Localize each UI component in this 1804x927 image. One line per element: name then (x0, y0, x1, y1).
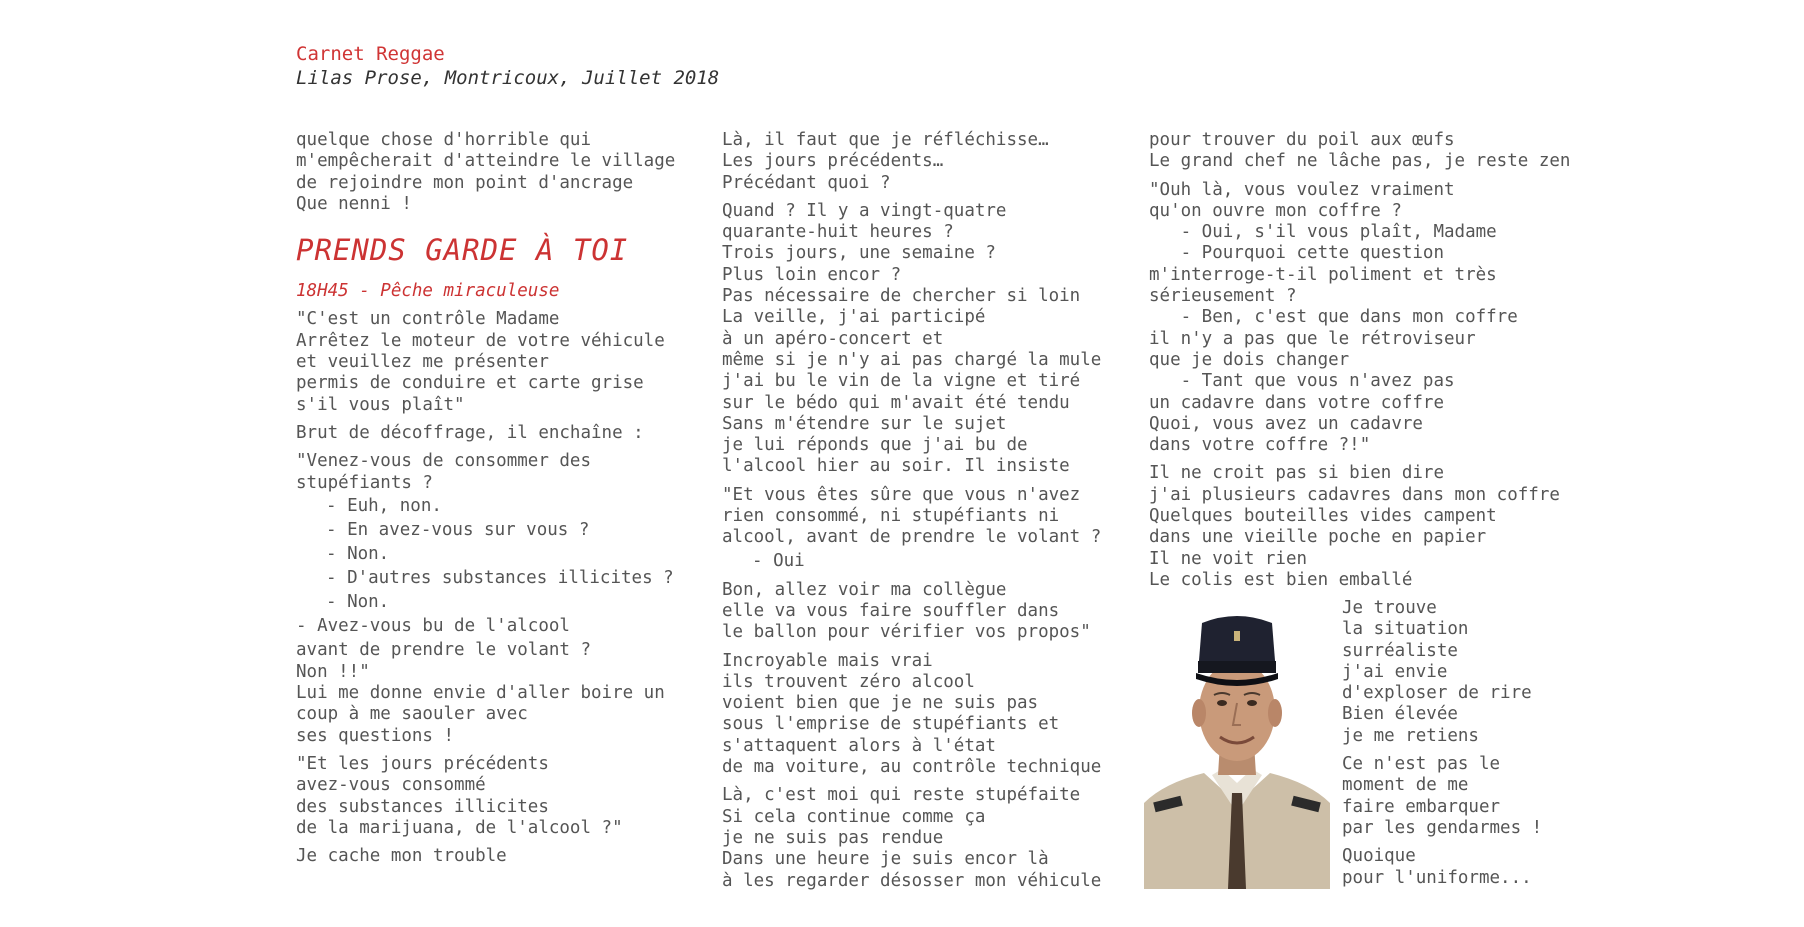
text-line: m'interroge-t-il poliment et très (1149, 264, 1497, 285)
text-line: - Pourquoi cette question (1149, 243, 1445, 264)
book-title: Carnet Reggae (296, 43, 445, 65)
dialogue-list (722, 549, 1142, 573)
text-line: rien consommé, ni stupéfiants ni (722, 506, 1060, 527)
text-line: Ce n'est pas le (1342, 754, 1501, 775)
text-line: je me retiens (1342, 725, 1479, 746)
text-line: même si je n'y ai pas chargé la mule (722, 349, 1102, 370)
text-line: surréaliste (1342, 640, 1458, 661)
text-line: - Oui (752, 550, 805, 571)
stanza (296, 423, 716, 444)
text-line: dans une vieille poche en papier (1149, 527, 1487, 548)
text-line: des substances illicites (296, 796, 549, 817)
stanza (296, 130, 716, 215)
text-line: m'empêcherait d'atteindre le village (296, 151, 676, 172)
stanza (722, 485, 1142, 549)
stanza (722, 201, 1142, 478)
text-line: Les jours précédents… (722, 151, 944, 172)
text-line: Là, il faut que je réfléchisse… (722, 130, 1049, 150)
text-line: et veuillez me présenter (296, 352, 549, 373)
text-line: que je dois changer (1149, 349, 1350, 370)
text-line: Non !!" (296, 661, 370, 682)
text-line: j'ai bu le vin de la vigne et tiré (722, 371, 1081, 392)
text-line: - Ben, c'est que dans mon coffre (1149, 307, 1518, 328)
text-line: stupéfiants ? (296, 472, 433, 493)
stanza (296, 614, 716, 662)
text-line: l'alcool hier au soir. Il insiste (722, 456, 1070, 477)
text-line: Bien élevée (1342, 704, 1458, 725)
text-line: - Avez-vous bu de l'alcool (296, 615, 570, 636)
text-line: Bon, allez voir ma collègue (722, 579, 1007, 600)
stanza (296, 754, 716, 839)
text-line: pour trouver du poil aux œufs (1149, 130, 1455, 150)
text-line: Que nenni ! (296, 193, 412, 214)
stanza (296, 451, 716, 494)
text-line: sérieusement ? (1149, 286, 1297, 307)
page-header (296, 42, 719, 90)
gendarme-photo (1144, 603, 1330, 889)
book-subtitle: Lilas Prose, Montricoux, Juillet 2018 (296, 67, 720, 89)
stanza (1342, 598, 1542, 747)
text-line: elle va vous faire souffler dans (722, 600, 1060, 621)
text-line: Pas nécessaire de chercher si loin (722, 286, 1081, 307)
text-line: le ballon pour vérifier vos propos" (722, 622, 1091, 643)
text-line: de la marijuana, de l'alcool ?" (296, 817, 623, 838)
stanza (1149, 180, 1569, 457)
text-line: Précédant quoi ? (722, 172, 891, 193)
text-line: La veille, j'ai participé (722, 307, 986, 328)
text-line: pour l'uniforme... (1342, 867, 1532, 888)
text-line: avez-vous consommé (296, 775, 486, 796)
stanza (1149, 463, 1569, 591)
text-line: un cadavre dans votre coffre (1149, 392, 1445, 413)
stanza (722, 651, 1142, 779)
text-line: Quoique (1342, 846, 1416, 867)
dialogue-list (296, 494, 716, 614)
text-line: d'exploser de rire (1342, 683, 1532, 704)
text-line: Si cela continue comme ça (722, 806, 986, 827)
text-line: de rejoindre mon point d'ancrage (296, 172, 634, 193)
stanza (1342, 846, 1542, 889)
text-line: "Venez-vous de consommer des (296, 451, 592, 472)
text-line: moment de me (1342, 775, 1469, 796)
text-line: "Et les jours précédents (296, 754, 549, 775)
text-line: "C'est un contrôle Madame (296, 309, 560, 330)
text-line: avant de prendre le volant ? (296, 639, 592, 660)
text-line: j'ai plusieurs cadavres dans mon coffre (1149, 484, 1560, 505)
text-line: ses questions ! (296, 725, 455, 746)
text-line: sur le bédo qui m'avait été tendu (722, 392, 1070, 413)
text-line: quelque chose d'horrible qui (296, 130, 592, 150)
text-line: par les gendarmes ! (1342, 817, 1543, 838)
stanza (722, 785, 1142, 891)
text-line: s'il vous plaît" (296, 394, 465, 415)
text-line: permis de conduire et carte grise (296, 373, 644, 394)
text-line: Il ne voit rien (1149, 548, 1308, 569)
stanza (1342, 754, 1542, 839)
text-line: quarante-huit heures ? (722, 222, 954, 243)
text-line: Je trouve (1342, 598, 1437, 618)
text-line: Quand ? Il y a vingt-quatre (722, 200, 1007, 221)
stanza (296, 662, 716, 747)
chapter-heading: PRENDS GARDE À TOI (296, 233, 629, 268)
text-line: - D'autres substances illicites ? (326, 567, 674, 588)
text-line: Dans une heure je suis encor là (722, 849, 1049, 870)
text-line: qu'on ouvre mon coffre ? (1149, 200, 1402, 221)
text-line: Incroyable mais vrai (722, 650, 933, 671)
text-line: Lui me donne envie d'aller boire un (296, 683, 665, 704)
text-line: "Et vous êtes sûre que vous n'avez (722, 484, 1081, 505)
text-line: Sans m'étendre sur le sujet (722, 413, 1007, 434)
text-line: il n'y a pas que le rétroviseur (1149, 328, 1476, 349)
text-line: - En avez-vous sur vous ? (326, 519, 590, 540)
text-line: de ma voiture, au contrôle technique (722, 757, 1102, 778)
text-line: à les regarder désosser mon véhicule (722, 870, 1102, 891)
text-column-4 (1342, 598, 1542, 896)
text-column-1 (296, 130, 716, 875)
text-line: Arrêtez le moteur de votre véhicule (296, 330, 665, 351)
stanza (722, 580, 1142, 644)
text-line: à un apéro-concert et (722, 328, 944, 349)
stanza (296, 846, 716, 867)
text-line: je ne suis pas rendue (722, 827, 944, 848)
text-line: Quelques bouteilles vides campent (1149, 506, 1497, 527)
text-line: - Euh, non. (326, 495, 442, 516)
stanza (1149, 130, 1569, 173)
text-line: coup à me saouler avec (296, 704, 528, 725)
text-line: Là, c'est moi qui reste stupéfaite (722, 785, 1081, 806)
text-line: "Ouh là, vous voulez vraiment (1149, 179, 1455, 200)
text-line: Plus loin encor ? (722, 264, 902, 285)
text-line: - Non. (326, 543, 390, 564)
stanza (296, 309, 716, 415)
text-line: Je cache mon trouble (296, 846, 507, 867)
text-line: alcool, avant de prendre le volant ? (722, 527, 1102, 548)
section-subheading: 18H45 - Pêche miraculeuse (296, 281, 560, 302)
text-line: - Non. (326, 591, 390, 612)
text-line: Le grand chef ne lâche pas, je reste zen (1149, 151, 1571, 172)
text-line: la situation (1342, 619, 1469, 640)
text-line: Trois jours, une semaine ? (722, 243, 996, 264)
stanza (722, 130, 1142, 194)
text-line: Quoi, vous avez un cadavre (1149, 413, 1423, 434)
text-column-2 (722, 130, 1142, 899)
text-line: voient bien que je ne suis pas (722, 693, 1039, 714)
text-line: sous l'emprise de stupéfiants et (722, 714, 1060, 735)
text-line: - Oui, s'il vous plaît, Madame (1149, 222, 1497, 243)
text-line: Il ne croit pas si bien dire (1149, 463, 1445, 484)
text-line: Brut de décoffrage, il enchaîne : (296, 422, 644, 443)
text-line: faire embarquer (1342, 796, 1501, 817)
text-line: j'ai envie (1342, 661, 1448, 682)
text-line: - Tant que vous n'avez pas (1149, 371, 1455, 392)
text-line: ils trouvent zéro alcool (722, 671, 975, 692)
text-column-3 (1149, 130, 1569, 598)
text-line: Le colis est bien emballé (1149, 569, 1413, 590)
text-line: je lui réponds que j'ai bu de (722, 435, 1028, 456)
text-line: dans votre coffre ?!" (1149, 435, 1371, 456)
text-line: s'attaquent alors à l'état (722, 735, 996, 756)
